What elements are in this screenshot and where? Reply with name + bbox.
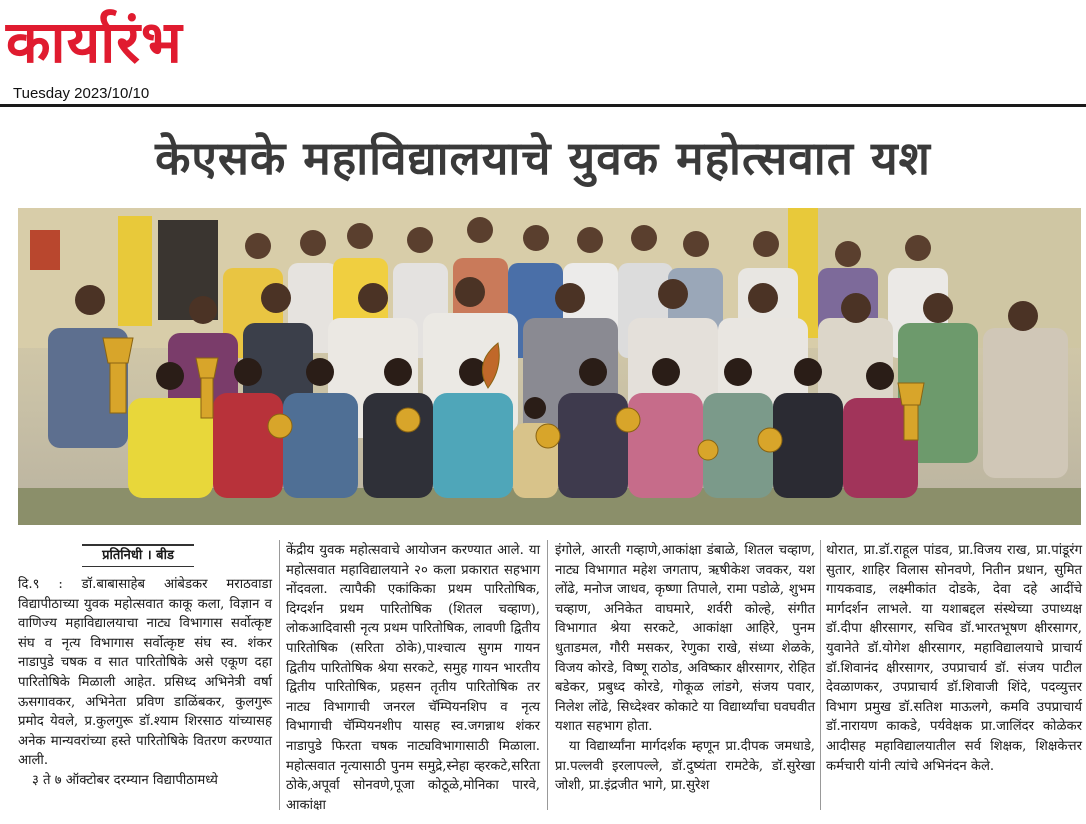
paragraph: ३ ते ७ ऑक्टोबर दरम्यान विद्यापीठामध्ये [32, 772, 218, 788]
article-column-3 [555, 541, 815, 796]
paragraph: दि.९ : डॉ.बाबासाहेब आंबेडकर मराठवाडा विद्यापीठाच्या युवक महोत्सवात काकू कला, विज्ञान व वाणिज्य महाविद्यालयाचा नाट्य विभागास सर्वोत्कृष्ट संघ व नृत्य विभागास सर्वोत्कृष्ट संघ स्व. शंकर नाडापुडे चषक व सात पारितोषिके असे एकूण दहा पारितोषिके मिळाली आहेत. प्रसिध्द अभिनेत्री वर्षा ऊसगावकर, अभिनेता प्रविण डाळिंबकर, कुलगुरू प्रमोद येवले, प्र.कुलगुरू डॉ.श्याम शिरसाठ यांच्यासह अनेक मान्यवरांच्या हस्ते पारितोषिके वितरण करण्यात आली. [18, 577, 272, 769]
paragraph: या विद्यार्थ्यांना मार्गदर्शक म्हणून प्रा.दीपक जमधाडे, प्रा.पल्लवी इरलापल्ले, डॉ.दुष्यंता रामटेके, डॉ.सुरेखा जोशी, प्रा.इंद्रजीत भागे, प्रा.सुरेश [555, 738, 815, 794]
column-divider [820, 540, 821, 810]
paragraph: केंद्रीय युवक महोत्सवाचे आयोजन करण्यात आले. या महोत्सवात महाविद्यालयाने २० कला प्रकारात सहभाग नोंदवला. त्यापैकी एकांकिका प्रथम पारितोषिक, दिग्दर्शन प्रथम पारितोषिक (शितल चव्हाण), लोकआदिवासी नृत्य प्रथम पारितोषिक, लावणी द्वितीय पारितोषिक (सरिता ठोके),पाश्चात्य सुगम गायन द्वितीय पारितोषिक श्रेया सरकटे, समुह गायन भारतीय द्वितीय पारितोषिक, प्रहसन तृतीय पारितोषिक तर नाट्य विभागाची जनरल चॅम्पियनशिप व नृत्य विभागाची चॅम्पियनशीप यासह स्व.जगन्नाथ शंकर नाडापुडे फिरता चषक नाट्यविभागासाठी मिळाला. महोत्सवात नृत्यासाठी पुनम समुद्रे,स्नेहा व्हरकटे,सरिता ठोके,अपूर्वा सोनवणे,पूजा कोठूळे,मोनिका पारवे, आकांक्षा [286, 543, 540, 813]
article-column-4 [826, 541, 1082, 776]
byline: प्रतिनिधी । बीड [82, 544, 194, 567]
masthead-logo: कार्यारंभ [6, 8, 183, 76]
masthead-divider [0, 104, 1086, 107]
column-divider [547, 540, 548, 810]
paragraph: थोरात, प्रा.डॉ.राहूल पांडव, प्रा.विजय राख, प्रा.पांडूरंग सुतार, शाहिर विलास सोनवणे, नितीन प्रधान, सुमित गायकवाड, लक्ष्मीकांत दोडके, देवा दहे आदींचे मार्गदर्शन लाभले. या यशाबद्दल संस्थेच्या उपाध्यक्ष डॉ.दीपा क्षीरसागर, सचिव डॉ.भारतभूषण क्षीरसागर, युवानेते डॉ.योगेश क्षीरसागर, महाविद्यालयाचे प्राचार्य डॉ.शिवानंद क्षीरसागर, उपप्राचार्य डॉ. संजय पाटील देवळाणकर, उपप्राचार्य डॉ.शिवाजी शिंदे, पदव्युत्तर विभाग प्रमुख डॉ.सतिश माऊलगे, कमवि उपप्राचार्य डॉ.नारायण काकडे, पर्यवेक्षक प्रा.जालिंदर कोळेकर आदीसह महाविद्यालयातील सर्व शिक्षक, शिक्षकेत्तर कर्मचारी यांनी त्यांचे अभिनंदन केले. [826, 543, 1082, 774]
paragraph: इंगोले, आरती गव्हाणे,आकांक्षा डंबाळे, शितल चव्हाण, नाट्य विभागात महेश जगताप, ऋषीकेश जवकर, यश लोंढे, मनोज जाधव, कृष्णा तिपाले, रामा पडोळे, शुभम चव्हाण, अनिकेत वाघमारे, शर्वरी कोल्हे, संगीत विभागात श्रेया सरकटे, आकांक्षा आहिरे, पुनम धुताडमल, गौरी मसकर, रेणुका राखे, संध्या शेळके, विजय कोरडे, विष्णू राठोड, अविष्कार क्षीरसागर, रोहित बडेकर, प्रबुध्द कोरडे, गोकूळ लांडगे, संजय पवार, निलेश लोंढे, सिध्देश्वर कोकाटे या विद्यार्थ्यांचा घवघवीत यशात सहभाग होता. [555, 543, 815, 735]
group-photo-with-trophies-icon [18, 208, 1081, 525]
column-divider [279, 540, 280, 810]
article-column-2 [286, 541, 540, 815]
publication-date: Tuesday 2023/10/10 [13, 85, 150, 102]
article-headline: केएसके महाविद्यालयाचे युवक महोत्सवात यश [155, 131, 931, 185]
group-photo [18, 208, 1081, 525]
article-column-1 [18, 575, 272, 791]
